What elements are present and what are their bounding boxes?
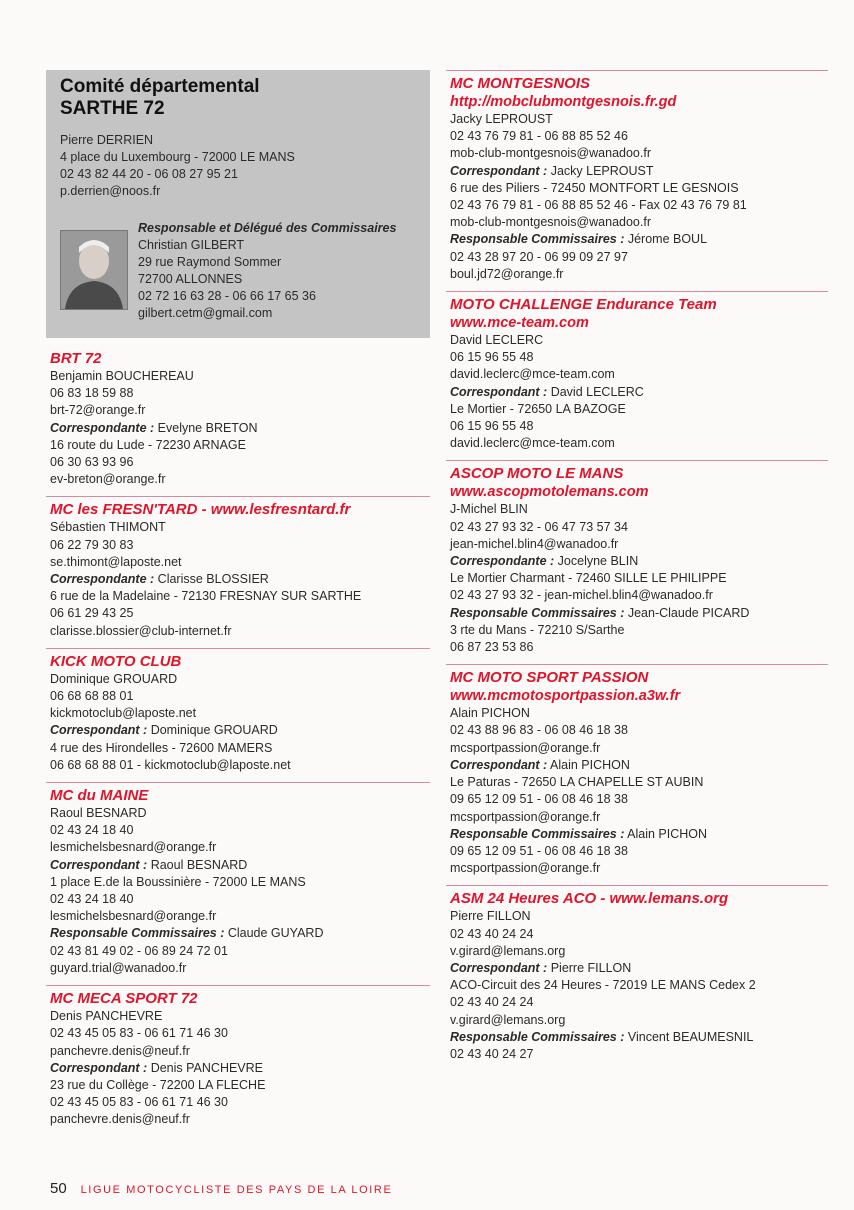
club-contact-line bbox=[50, 925, 430, 942]
contact-value: mob-club-montgesnois@wanadoo.fr bbox=[450, 146, 651, 161]
contact-value: Alain PICHON bbox=[450, 706, 530, 721]
contact-value: 02 43 40 24 27 bbox=[450, 1046, 534, 1061]
delegate-name: Christian GILBERT bbox=[138, 238, 245, 252]
club-contact-line bbox=[450, 384, 828, 401]
contact-value: 06 83 18 59 88 bbox=[50, 386, 134, 401]
club-website-link[interactable]: www.mcmotosportpassion.a3w.fr bbox=[450, 688, 681, 705]
contact-value: Le Paturas - 72650 LA CHAPELLE ST AUBIN bbox=[450, 775, 704, 790]
contact-value: 4 rue des Hirondelles - 72600 MAMERS bbox=[50, 740, 273, 755]
contact-value: Jean-Claude PICARD bbox=[624, 605, 750, 620]
right-column bbox=[446, 70, 828, 1071]
contact-value: 6 rue de la Madelaine - 72130 FRESNAY SUR SARTHE bbox=[50, 589, 362, 604]
club-contact-line bbox=[50, 420, 430, 437]
contact-value: 06 87 23 53 86 bbox=[450, 640, 534, 655]
club-block bbox=[446, 75, 828, 291]
club-contact-line bbox=[450, 111, 828, 128]
club-contact-line bbox=[450, 960, 828, 977]
club-website-link[interactable]: http://mobclubmontgesnois.fr.gd bbox=[450, 94, 677, 110]
contact-role-label: Correspondante : bbox=[450, 554, 555, 569]
contact-value: panchevre.denis@neuf.fr bbox=[50, 1112, 190, 1127]
contact-value: 06 68 68 88 01 bbox=[50, 689, 134, 704]
club-contact-line bbox=[50, 1094, 430, 1111]
club-contact-line bbox=[450, 722, 828, 739]
contact-value: Denis PANCHEVRE bbox=[147, 1060, 264, 1075]
club-contact-line bbox=[50, 943, 430, 960]
club-name: MC MECA SPORT 72 bbox=[50, 990, 198, 1008]
club-contact-line bbox=[450, 639, 828, 656]
delegate-photo bbox=[60, 230, 128, 310]
club-block bbox=[46, 985, 430, 1136]
footer-text: LIGUE MOTOCYCLISTE DES PAYS DE LA LOIRE bbox=[80, 1184, 393, 1196]
club-contact-line bbox=[50, 437, 430, 454]
contact-value: 1 place E.de la Boussinière - 72000 LE MANS bbox=[50, 874, 306, 889]
club-contact-line bbox=[450, 145, 828, 162]
contact-value: Jacky LEPROUST bbox=[547, 163, 654, 178]
comite-email[interactable]: p.derrien@noos.fr bbox=[60, 184, 161, 198]
club-contact-line bbox=[450, 757, 828, 774]
contact-value: Raoul BESNARD bbox=[147, 857, 248, 872]
club-contact-line bbox=[450, 266, 828, 283]
contact-value: J-Michel BLIN bbox=[450, 502, 528, 517]
comite-title-line2: SARTHE 72 bbox=[60, 98, 165, 119]
contact-value: Jocelyne BLIN bbox=[554, 554, 639, 569]
contact-value: David LECLERC bbox=[450, 333, 544, 348]
contact-value: David LECLERC bbox=[547, 384, 644, 399]
club-block bbox=[46, 496, 430, 647]
club-contact-line bbox=[50, 554, 430, 571]
club-contact-line bbox=[450, 180, 828, 197]
contact-value: 02 43 27 93 32 - jean-michel.blin4@wanadoo.fr bbox=[450, 588, 713, 603]
contact-value: 02 43 40 24 24 bbox=[450, 926, 534, 941]
club-contact-line bbox=[450, 605, 828, 622]
contact-value: mcsportpassion@orange.fr bbox=[450, 809, 601, 824]
club-contact-line bbox=[450, 1029, 828, 1046]
contact-value: 02 43 76 79 81 - 06 88 85 52 46 bbox=[450, 129, 628, 144]
contact-value: david.leclerc@mce-team.com bbox=[450, 367, 615, 382]
contact-role-label: Responsable Commissaires : bbox=[450, 1029, 625, 1044]
contact-value: 02 43 40 24 24 bbox=[450, 995, 534, 1010]
club-contact-line bbox=[450, 994, 828, 1011]
contact-value: boul.jd72@orange.fr bbox=[450, 266, 564, 281]
contact-role-label: Responsable Commissaires : bbox=[450, 826, 625, 841]
comite-phone: 02 43 82 44 20 - 06 08 27 95 21 bbox=[60, 167, 238, 181]
club-name: KICK MOTO CLUB bbox=[50, 652, 182, 670]
club-contact-line bbox=[450, 366, 828, 383]
contact-role-label: Correspondante : bbox=[50, 572, 155, 587]
club-contact-line bbox=[450, 401, 828, 418]
contact-value: Benjamin BOUCHEREAU bbox=[50, 369, 194, 383]
club-contact-line bbox=[450, 809, 828, 826]
club-name: MC MONTGESNOIS bbox=[450, 75, 591, 92]
contact-value: 02 43 88 96 83 - 06 08 46 18 38 bbox=[450, 723, 628, 738]
club-name: MC les FRESN'TARD - www.lesfresntard.fr bbox=[50, 501, 351, 519]
club-name: MC MOTO SPORT PASSION bbox=[450, 669, 649, 687]
contact-value: 02 43 45 05 83 - 06 61 71 46 30 bbox=[50, 1026, 228, 1041]
club-contact-line bbox=[50, 571, 430, 588]
club-contact-line bbox=[50, 671, 430, 688]
club-contact-line bbox=[50, 454, 430, 471]
club-contact-line bbox=[450, 587, 828, 604]
club-contact-line bbox=[50, 623, 430, 640]
club-contact-line bbox=[50, 757, 430, 774]
contact-value: clarisse.blossier@club-internet.fr bbox=[50, 623, 232, 638]
club-contact-line bbox=[450, 926, 828, 943]
club-contact-line bbox=[50, 1025, 430, 1042]
comite-name: Pierre DERRIEN bbox=[60, 133, 154, 147]
contact-value: Sébastien THIMONT bbox=[50, 520, 166, 535]
club-block bbox=[446, 885, 828, 1071]
contact-value: 02 43 81 49 02 - 06 89 24 72 01 bbox=[50, 943, 228, 958]
contact-value: kickmotoclub@laposte.net bbox=[50, 706, 197, 721]
club-contact-line bbox=[50, 605, 430, 622]
contact-value: 02 43 45 05 83 - 06 61 71 46 30 bbox=[50, 1095, 228, 1110]
contact-value: ev-breton@orange.fr bbox=[50, 472, 166, 487]
club-contact-line bbox=[450, 332, 828, 349]
comite-title-line1: Comité départemental bbox=[60, 76, 260, 97]
club-name: MOTO CHALLENGE Endurance Team bbox=[450, 296, 717, 314]
contact-value: Vincent BEAUMESNIL bbox=[624, 1029, 754, 1044]
comite-box bbox=[46, 70, 430, 338]
club-block bbox=[446, 291, 828, 460]
club-contact-line bbox=[450, 163, 828, 180]
contact-value: Alain PICHON bbox=[547, 757, 630, 772]
contact-role-label: Correspondant : bbox=[450, 163, 548, 178]
club-contact-line bbox=[50, 1077, 430, 1094]
club-contact-line bbox=[450, 977, 828, 994]
delegate-email[interactable]: gilbert.cetm@gmail.com bbox=[138, 306, 273, 320]
contact-value: 06 15 96 55 48 bbox=[450, 350, 534, 365]
club-contact-line bbox=[50, 385, 430, 402]
club-contact-line bbox=[50, 471, 430, 488]
contact-value: 02 43 24 18 40 bbox=[50, 823, 134, 838]
club-contact-line bbox=[450, 435, 828, 452]
club-contact-line bbox=[450, 705, 828, 722]
contact-role-label: Correspondant : bbox=[50, 857, 148, 872]
club-contact-line bbox=[50, 519, 430, 536]
club-contact-line bbox=[450, 249, 828, 266]
club-contact-line bbox=[450, 774, 828, 791]
contact-role-label: Correspondant : bbox=[450, 384, 548, 399]
contact-value: 06 61 29 43 25 bbox=[50, 606, 134, 621]
club-contact-line bbox=[50, 688, 430, 705]
contact-role-label: Correspondante : bbox=[50, 420, 155, 435]
contact-value: jean-michel.blin4@wanadoo.fr bbox=[450, 536, 619, 551]
contact-value: 09 65 12 09 51 - 06 08 46 18 38 bbox=[450, 792, 628, 807]
contact-value: Denis PANCHEVRE bbox=[50, 1009, 163, 1024]
club-website-link[interactable]: www.mce-team.com bbox=[450, 315, 589, 332]
contact-value: guyard.trial@wanadoo.fr bbox=[50, 960, 187, 975]
contact-value: Pierre FILLON bbox=[547, 960, 632, 975]
contact-value: ACO-Circuit des 24 Heures - 72019 LE MANS Cedex 2 bbox=[450, 978, 756, 993]
contact-value: 02 43 24 18 40 bbox=[50, 892, 134, 907]
contact-value: v.girard@lemans.org bbox=[450, 1012, 566, 1027]
club-contact-line bbox=[450, 1012, 828, 1029]
club-name: BRT 72 bbox=[50, 350, 102, 367]
contact-role-label: Responsable Commissaires : bbox=[450, 605, 625, 620]
club-name: ASM 24 Heures ACO - www.lemans.org bbox=[450, 890, 729, 908]
comite-contact bbox=[60, 132, 420, 200]
club-contact-line bbox=[450, 553, 828, 570]
contact-value: Evelyne BRETON bbox=[154, 420, 258, 435]
delegate-street: 29 rue Raymond Sommer bbox=[138, 255, 282, 269]
contact-value: se.thimont@laposte.net bbox=[50, 554, 182, 569]
contact-value: Raoul BESNARD bbox=[50, 806, 147, 821]
right-club-list bbox=[446, 70, 828, 1071]
contact-value: 06 15 96 55 48 bbox=[450, 419, 534, 434]
club-contact-line bbox=[450, 1046, 828, 1063]
contact-value: mcsportpassion@orange.fr bbox=[450, 861, 601, 876]
contact-value: v.girard@lemans.org bbox=[450, 943, 566, 958]
page-number: 50 bbox=[50, 1180, 67, 1197]
delegate-role: Responsable et Délégué des Commissaires bbox=[138, 221, 397, 235]
contact-value: 02 43 27 93 32 - 06 47 73 57 34 bbox=[450, 519, 628, 534]
club-contact-line bbox=[450, 860, 828, 877]
contact-role-label: Correspondant : bbox=[450, 757, 548, 772]
delegate-city: 72700 ALLONNES bbox=[138, 272, 243, 286]
contact-value: 23 rue du Collège - 72200 LA FLECHE bbox=[50, 1077, 266, 1092]
club-contact-line bbox=[450, 536, 828, 553]
club-contact-line bbox=[450, 519, 828, 536]
contact-value: 09 65 12 09 51 - 06 08 46 18 38 bbox=[450, 843, 628, 858]
contact-value: Claude GUYARD bbox=[224, 926, 324, 941]
contact-value: 06 30 63 93 96 bbox=[50, 455, 134, 470]
club-contact-line bbox=[450, 418, 828, 435]
contact-value: mob-club-montgesnois@wanadoo.fr bbox=[450, 215, 651, 230]
club-website-link[interactable]: www.ascopmotolemans.com bbox=[450, 484, 649, 501]
club-contact-line bbox=[450, 501, 828, 518]
club-contact-line bbox=[50, 705, 430, 722]
comite-address: 4 place du Luxembourg - 72000 LE MANS bbox=[60, 150, 295, 164]
club-contact-line bbox=[50, 368, 430, 385]
contact-value: lesmichelsbesnard@orange.fr bbox=[50, 840, 217, 855]
club-contact-line bbox=[50, 1060, 430, 1077]
club-contact-line bbox=[450, 826, 828, 843]
club-contact-line bbox=[50, 722, 430, 739]
club-contact-line bbox=[50, 740, 430, 757]
club-contact-line bbox=[50, 1008, 430, 1025]
club-contact-line bbox=[50, 588, 430, 605]
club-contact-line bbox=[450, 740, 828, 757]
club-contact-line bbox=[50, 1111, 430, 1128]
contact-role-label: Responsable Commissaires : bbox=[450, 232, 625, 247]
contact-value: david.leclerc@mce-team.com bbox=[450, 436, 615, 451]
person-photo-icon bbox=[61, 231, 127, 309]
club-contact-line bbox=[50, 874, 430, 891]
club-contact-line bbox=[50, 402, 430, 419]
contact-value: Jérome BOUL bbox=[624, 232, 708, 247]
contact-value: 06 68 68 88 01 - kickmotoclub@laposte.net bbox=[50, 757, 291, 772]
contact-role-label: Responsable Commissaires : bbox=[50, 926, 225, 941]
club-name: MC du MAINE bbox=[50, 787, 149, 805]
left-column bbox=[46, 70, 430, 1137]
club-contact-line bbox=[450, 943, 828, 960]
contact-value: 06 22 79 30 83 bbox=[50, 537, 134, 552]
contact-value: 02 43 76 79 81 - 06 88 85 52 46 - Fax 02 43 76 79 81 bbox=[450, 198, 747, 213]
club-contact-line bbox=[450, 622, 828, 639]
club-contact-line bbox=[50, 805, 430, 822]
club-contact-line bbox=[450, 843, 828, 860]
club-contact-line bbox=[450, 128, 828, 145]
club-contact-line bbox=[50, 822, 430, 839]
club-contact-line bbox=[450, 231, 828, 248]
contact-value: Pierre FILLON bbox=[450, 909, 531, 924]
contact-value: Clarisse BLOSSIER bbox=[154, 572, 269, 587]
club-block bbox=[46, 648, 430, 782]
contact-role-label: Correspondant : bbox=[50, 1060, 148, 1075]
club-contact-line bbox=[450, 349, 828, 366]
delegate-phone: 02 72 16 63 28 - 06 66 17 65 36 bbox=[138, 289, 316, 303]
contact-value: 6 rue des Piliers - 72450 MONTFORT LE GESNOIS bbox=[450, 180, 739, 195]
contact-value: mcsportpassion@orange.fr bbox=[450, 740, 601, 755]
club-contact-line bbox=[50, 908, 430, 925]
contact-value: Dominique GROUARD bbox=[147, 723, 278, 738]
contact-value: Alain PICHON bbox=[624, 826, 708, 841]
contact-value: 02 43 28 97 20 - 06 99 09 27 97 bbox=[450, 249, 628, 264]
contact-role-label: Correspondant : bbox=[50, 723, 148, 738]
club-block bbox=[46, 350, 430, 496]
club-name: ASCOP MOTO LE MANS bbox=[450, 465, 624, 483]
contact-value: Jacky LEPROUST bbox=[450, 112, 553, 126]
contact-role-label: Correspondant : bbox=[450, 960, 548, 975]
club-contact-line bbox=[50, 537, 430, 554]
club-contact-line bbox=[450, 214, 828, 231]
club-contact-line bbox=[50, 839, 430, 856]
club-contact-line bbox=[50, 1043, 430, 1060]
contact-value: 16 route du Lude - 72230 ARNAGE bbox=[50, 437, 246, 452]
club-block bbox=[46, 782, 430, 985]
club-contact-line bbox=[50, 891, 430, 908]
club-contact-line bbox=[50, 857, 430, 874]
club-contact-line bbox=[450, 197, 828, 214]
contact-value: 3 rte du Mans - 72210 S/Sarthe bbox=[450, 622, 625, 637]
club-contact-line bbox=[450, 791, 828, 808]
page-footer bbox=[50, 1180, 392, 1197]
contact-value: brt-72@orange.fr bbox=[50, 403, 146, 418]
contact-value: Le Mortier - 72650 LA BAZOGE bbox=[450, 401, 626, 416]
contact-value: panchevre.denis@neuf.fr bbox=[50, 1043, 190, 1058]
club-contact-line bbox=[50, 960, 430, 977]
contact-value: Le Mortier Charmant - 72460 SILLE LE PHILIPPE bbox=[450, 571, 727, 586]
club-contact-line bbox=[450, 570, 828, 587]
left-club-list bbox=[46, 350, 430, 1137]
delegate-block bbox=[138, 220, 396, 322]
club-block bbox=[446, 460, 828, 664]
club-contact-line bbox=[450, 908, 828, 925]
club-block bbox=[446, 664, 828, 885]
contact-value: Dominique GROUARD bbox=[50, 671, 178, 686]
contact-value: lesmichelsbesnard@orange.fr bbox=[50, 909, 217, 924]
